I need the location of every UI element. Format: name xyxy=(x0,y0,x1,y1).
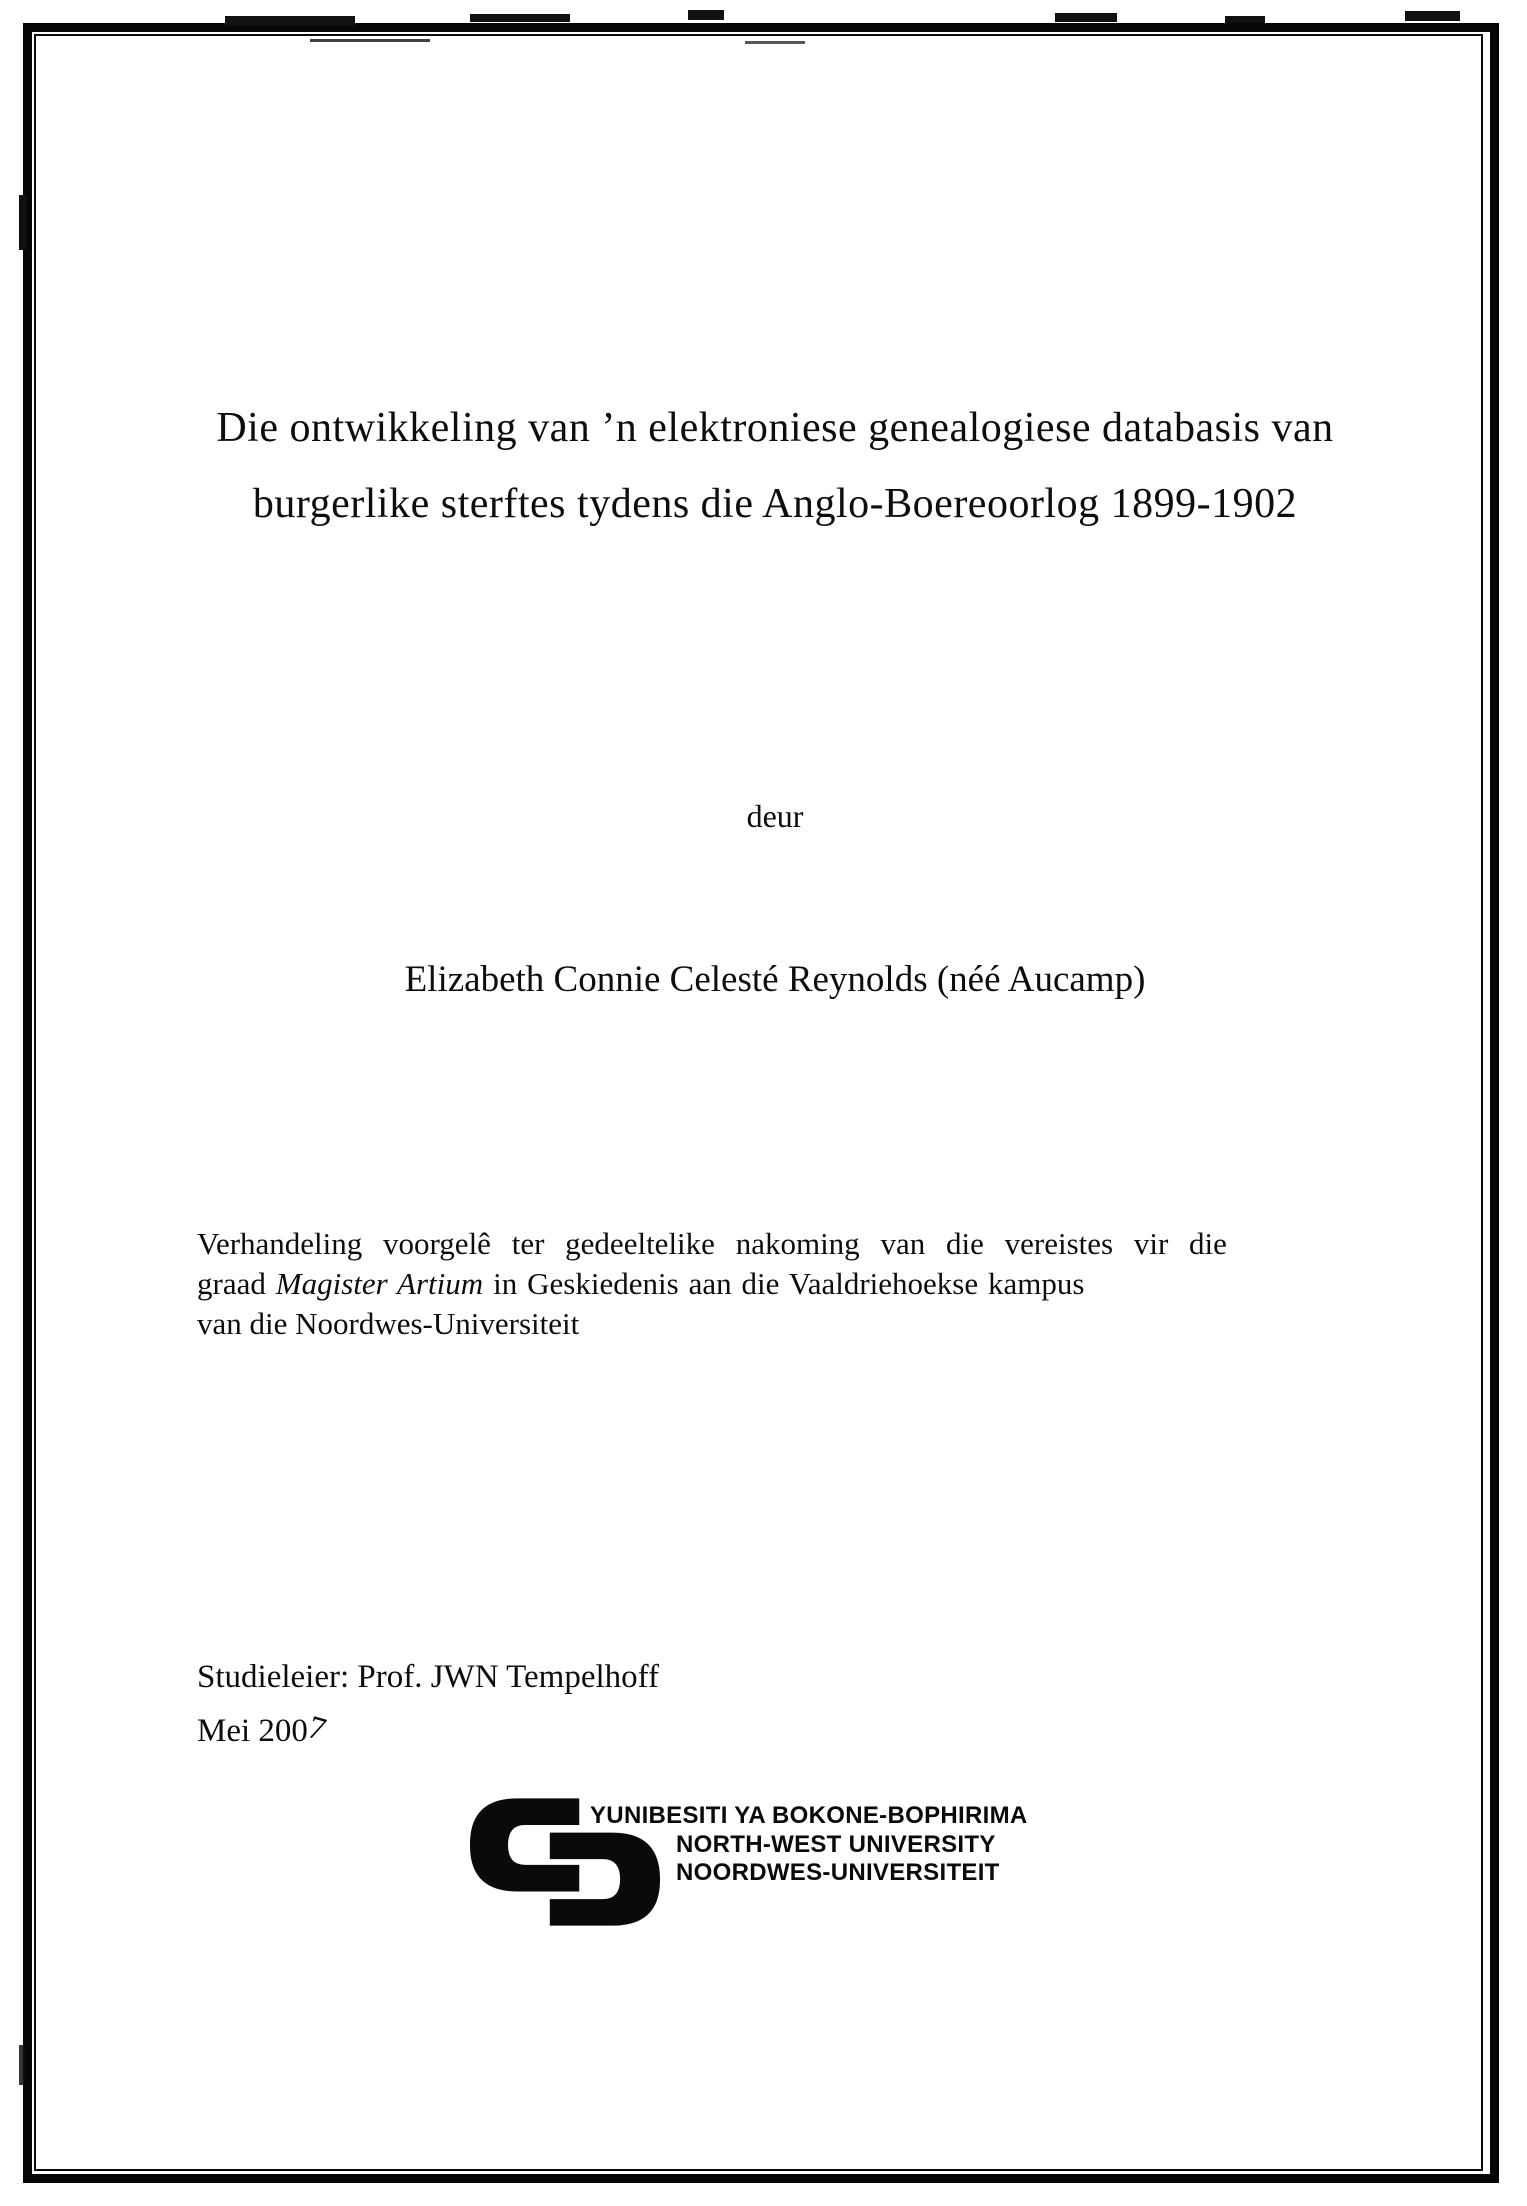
scan-artifact xyxy=(688,10,724,20)
scan-artifact xyxy=(1055,13,1117,22)
degree-statement-line-1: Verhandeling voorgelê ter gedeeltelike nakoming van die vereistes vir die xyxy=(197,1226,1227,1261)
scan-artifact xyxy=(470,14,570,22)
thesis-title xyxy=(185,390,1365,542)
supervisor-line: Studieleier: Prof. JWN Tempelhoff xyxy=(197,1659,660,1695)
skewed-seven-digit: 7 xyxy=(303,1709,330,1749)
date-line: Mei 2007 xyxy=(197,1704,659,1758)
scan-artifact xyxy=(1225,16,1265,23)
degree-statement xyxy=(197,1224,1347,1344)
degree-name-italic: Magister Artium xyxy=(275,1266,484,1301)
scan-artifact xyxy=(310,39,430,42)
supervisor-block xyxy=(197,1650,659,1758)
logo-text-english: NORTH-WEST UNIVERSITY xyxy=(676,1830,996,1858)
scan-artifact xyxy=(1405,11,1460,21)
scan-artifact xyxy=(225,16,355,26)
university-logo-text xyxy=(590,1802,1028,1888)
byline-label: deur xyxy=(746,798,804,834)
scan-artifact xyxy=(745,41,805,44)
author-name: Elizabeth Connie Celesté Reynolds (néé Aucamp) xyxy=(404,959,1146,1000)
university-logo xyxy=(470,1798,1090,1938)
degree-statement-line-2: graad Magister Artium in Geskiedenis aan die Vaaldriehoekse kampus xyxy=(197,1266,1085,1301)
degree-statement-line-3: van die Noordwes-Universiteit xyxy=(197,1306,580,1341)
logo-text-setswana: YUNIBESITI YA BOKONE-BOPHIRIMA xyxy=(590,1802,1028,1829)
scan-artifact xyxy=(19,2045,25,2085)
logo-text-afrikaans: NOORDWES-UNIVERSITEIT xyxy=(676,1859,1000,1886)
thesis-title-line-2: burgerlike sterftes tydens die Anglo-Boereoorlog 1899-1902 xyxy=(252,481,1298,527)
thesis-title-line-1: Die ontwikkeling van ’n elektroniese genealogiese databasis van xyxy=(216,405,1334,451)
scan-artifact xyxy=(19,195,26,250)
